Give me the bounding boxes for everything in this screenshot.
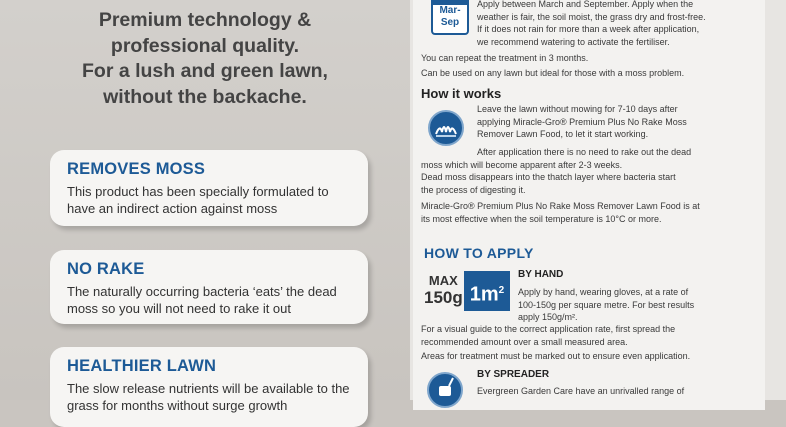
when-line: If it does not rain for more than a week after application, (477, 24, 700, 34)
area-value: 1m (469, 283, 499, 306)
card-title: HEALTHIER LAWN (67, 357, 217, 375)
dose-amount (424, 273, 463, 308)
by-hand-text (518, 286, 758, 324)
when-line: Apply between March and September. Apply when the (477, 0, 694, 9)
headline-line-2: professional quality. (110, 34, 300, 57)
hiw-line: the process of digesting it. (421, 184, 526, 195)
how-to-apply-title: HOW TO APPLY (424, 245, 534, 261)
calendar-label-line-2: Sep (440, 17, 460, 28)
headline-line-4: without the backache. (103, 85, 307, 108)
hiw-line: Miracle-Gro® Premium Plus No Rake Moss Remover Lawn Food is at (421, 201, 700, 211)
instruction-sheet (413, 0, 765, 410)
by-hand-title: BY HAND (518, 269, 564, 280)
visual-line: For a visual guide to the correct application rate, first spread the (421, 324, 676, 334)
spreader-glyph (429, 374, 461, 406)
spreader-icon (427, 372, 463, 408)
card-text: This product has been specially formulated to have an indirect action against moss (67, 184, 329, 216)
card-title: NO RAKE (67, 260, 145, 278)
dose-grams: 150g (424, 288, 463, 307)
how-it-works-text-c (421, 200, 761, 225)
visual-guide-text (421, 323, 761, 348)
how-it-works-text-b (421, 146, 761, 196)
area-badge (464, 271, 510, 311)
card-title: REMOVES MOSS (67, 160, 206, 178)
instructions-panel (410, 0, 786, 400)
calendar-icon (431, 0, 469, 35)
marked-areas-text: Areas for treatment must be marked out to ensure even application. (421, 351, 691, 361)
hiw-line: applying Miracle-Gro® Premium Plus No Rake Moss (477, 116, 687, 127)
moss-grass-icon (428, 110, 464, 146)
how-it-works-title: How it works (421, 86, 502, 101)
hiw-line: Remover Lawn Food, to let it start working. (477, 129, 649, 139)
when-line: we recommend watering to activate the fertiliser. (477, 36, 670, 47)
by-spreader-text: Evergreen Garden Care have an unrivalled range of (477, 386, 685, 396)
headline (40, 8, 370, 110)
hiw-line: After application there is no need to rake out the dead (477, 147, 692, 157)
headline-line-1: Premium technology & (98, 9, 312, 31)
benefit-card-no-rake (50, 250, 368, 324)
grass-icon (430, 112, 462, 144)
card-text: The slow release nutrients will be available to the grass for months without surge growth (67, 381, 350, 413)
calendar-label-line-1: Mar- (439, 5, 461, 16)
card-text: The naturally occurring bacteria ‘eats’ the dead moss so you will not need to rake it out (67, 284, 337, 316)
hiw-line: moss which will become apparent after 2-3 weeks. (421, 159, 623, 170)
by-hand-line: 100-150g per square metre. For best results (518, 299, 695, 310)
hiw-line: its most effective when the soil temperature is 10°C or more. (421, 213, 662, 224)
headline-line-3: For a lush and green lawn, (82, 60, 328, 82)
area-sup: 2 (498, 285, 505, 296)
when-to-apply-text (477, 0, 762, 48)
by-spreader-title: BY SPREADER (477, 369, 550, 380)
repeat-text: You can repeat the treatment in 3 months. (421, 53, 589, 63)
how-it-works-text-a (477, 103, 762, 141)
any-lawn-text: Can be used on any lawn but ideal for those with a moss problem. (421, 68, 685, 78)
benefit-card-removes-moss (50, 150, 368, 226)
hiw-line: Dead moss disappears into the thatch layer where bacteria start (421, 172, 676, 182)
hiw-line: Leave the lawn without mowing for 7-10 days after (477, 104, 678, 114)
when-line: weather is fair, the soil moist, the grass dry and frost-free. (477, 11, 706, 22)
dose-max-label: MAX (428, 273, 458, 288)
by-hand-line: apply 150g/m². (518, 312, 578, 322)
by-hand-line: Apply by hand, wearing gloves, at a rate of (518, 287, 689, 297)
benefit-card-healthier-lawn (50, 347, 368, 427)
visual-line: recommended amount over a small measured area. (421, 336, 628, 347)
